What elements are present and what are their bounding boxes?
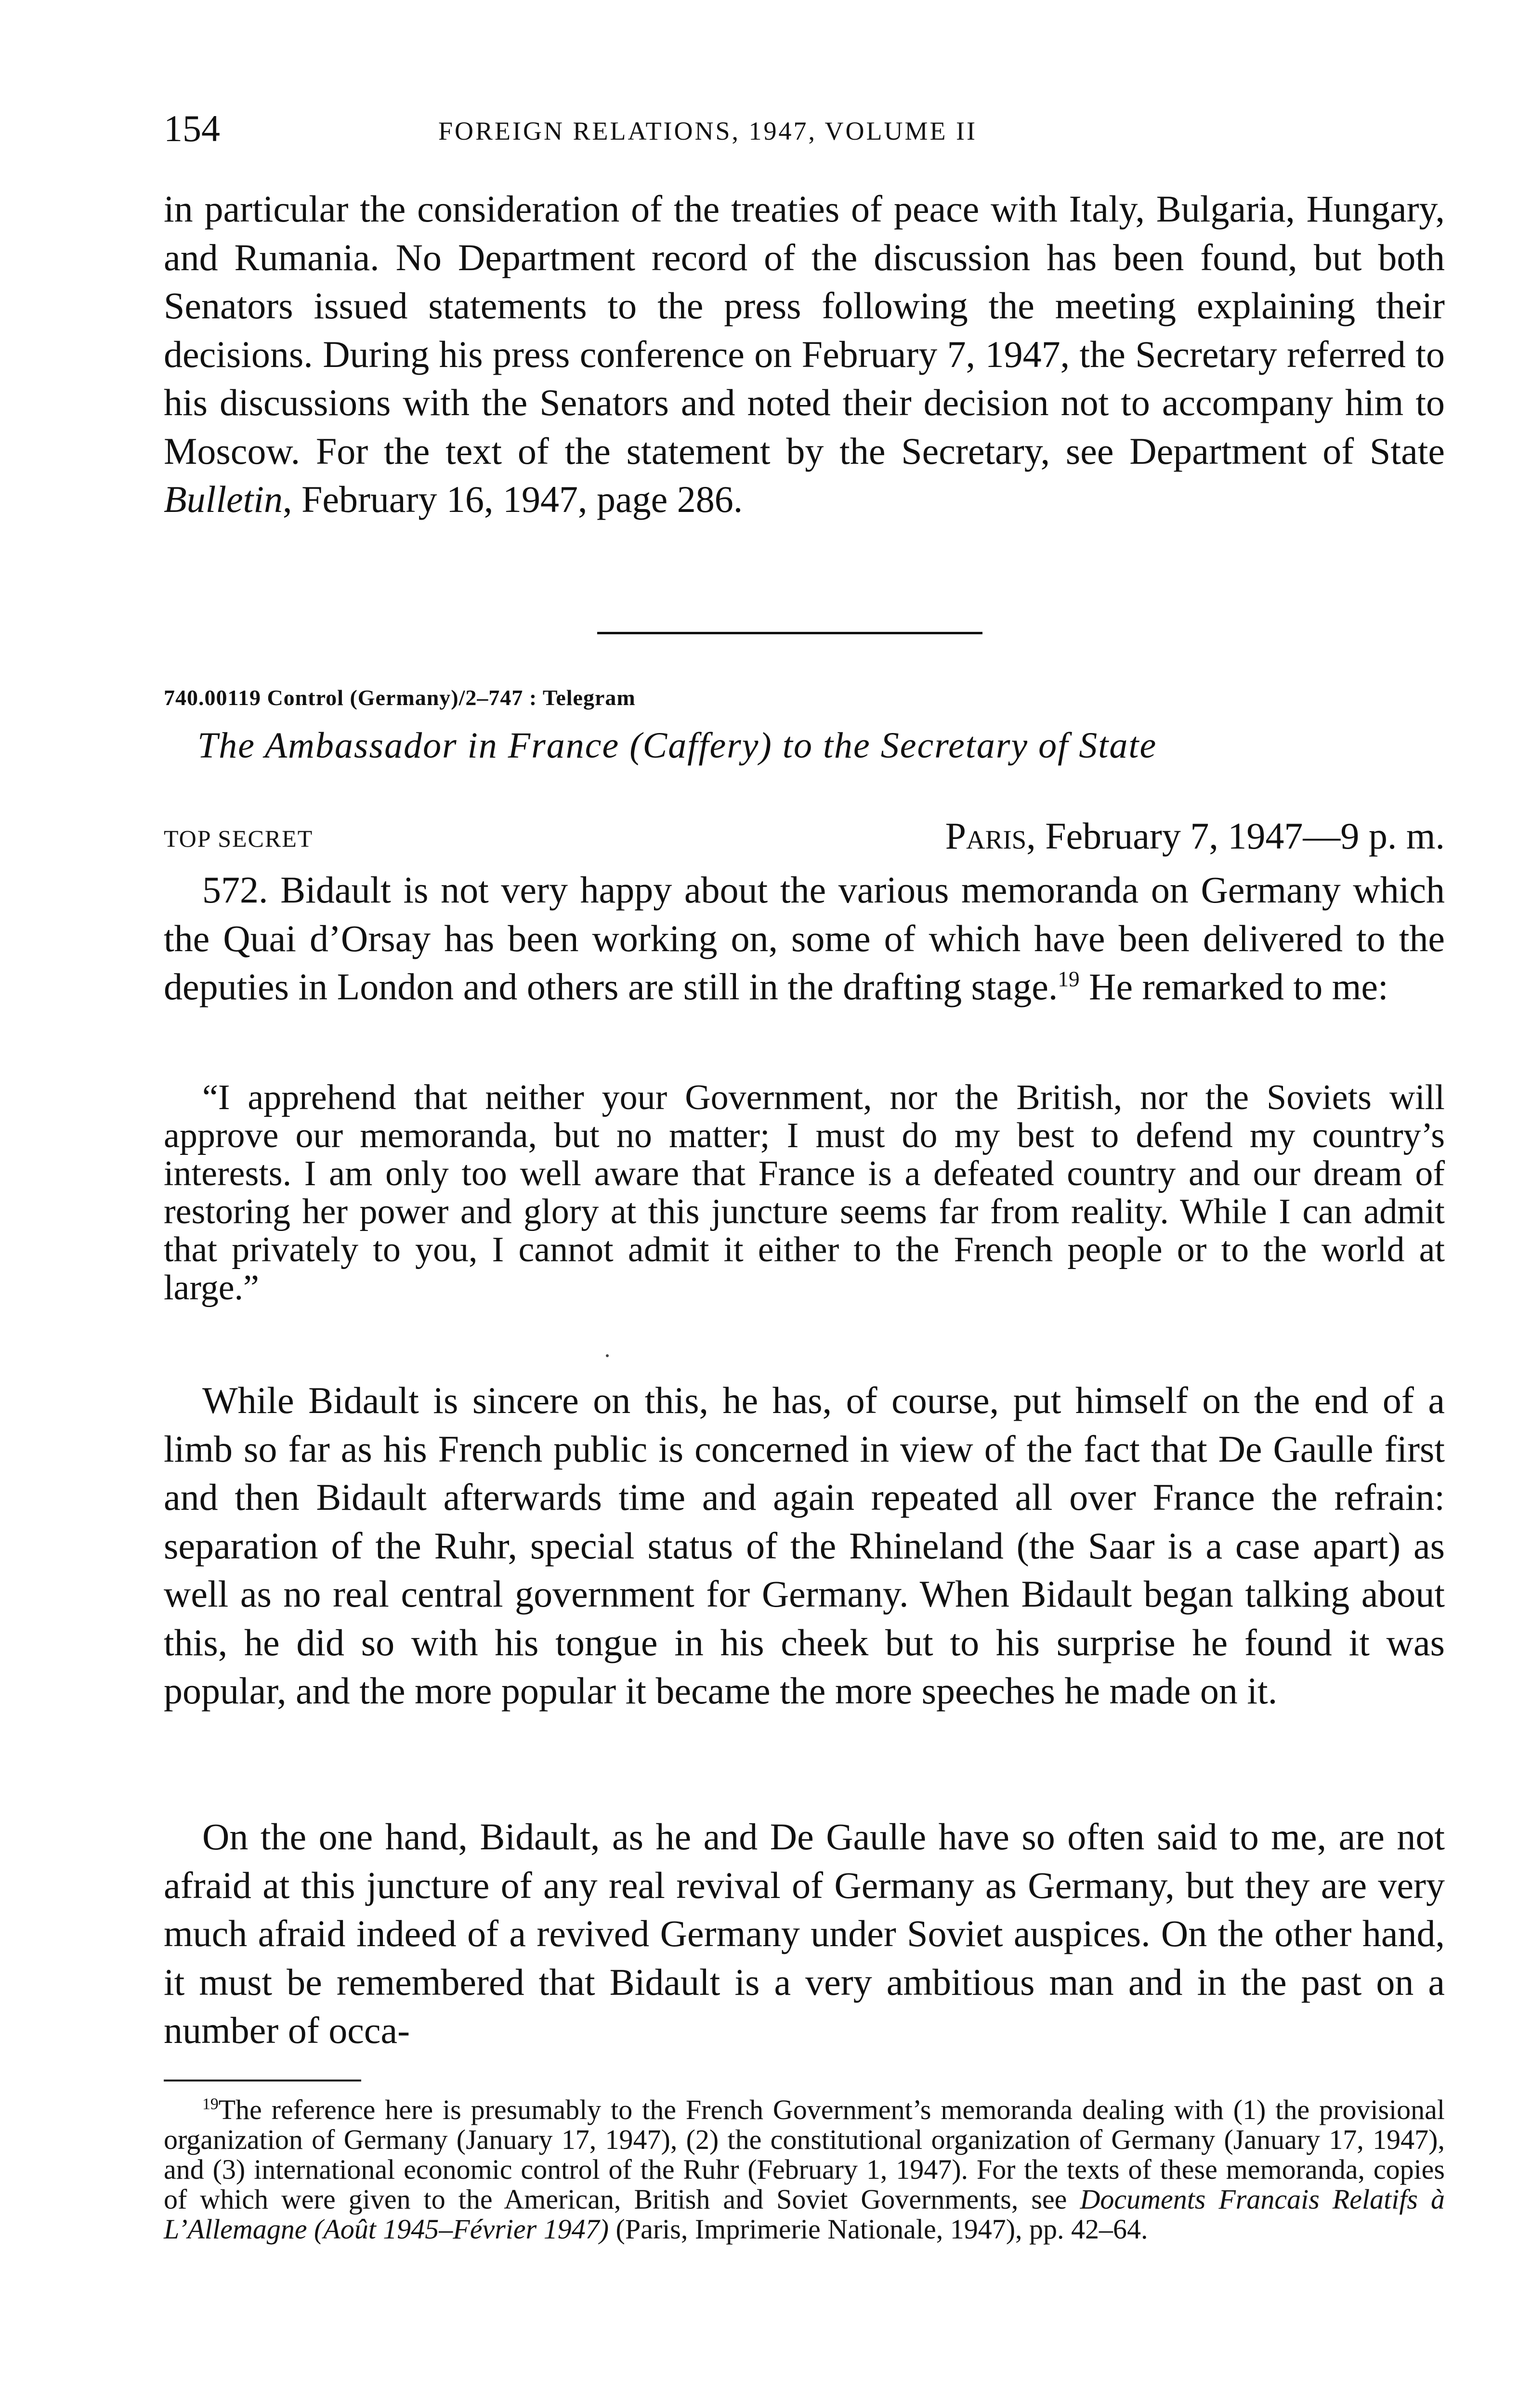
footnote-text: The reference here is presumably to the French Government’s memoranda dealing with (1) the provisional organization of Germany (January 17, 1947), (2) the constitutional organization of Germany (January 17, 1947), and (3) international economic control of the Ruhr (February 1, 1947). For the texts of these memoranda, copies of which were given to the American, British and Soviet Governments, see (164, 2094, 1445, 2215)
paragraph-1-text: 572. Bidault is not very happy about the various memoranda on Germany which the Quai d’Orsay has been working on, some of which have been delivered to the deputies in London and others are still in the drafting stage. (164, 869, 1445, 1008)
intro-paragraph-block (164, 185, 1445, 524)
telegram-paragraph-3: On the one hand, Bidault, as he and De Gaulle have so often said to me, are not afraid at this juncture of any real revival of Germany as Germany, but they are very much afraid indeed of a revived Germany under Soviet auspices. On the other hand, it must be remembered that Bidault is a very ambitious man and in the past on a number of occa- (164, 1816, 1445, 2051)
dateline-place: Paris (945, 815, 1027, 857)
page-number: 154 (164, 107, 220, 149)
file-reference: 740.00119 Control (Germany)/2–747 : Telegram (164, 685, 636, 710)
bidault-quote: “I apprehend that neither your Government, nor the British, nor the Soviets will approve our memoranda, but no matter; I must do my best to defend my country’s interests. I am only too well aware that France is a defeated country and our dream of restoring her power and glory at this juncture seems far from reality. While I can admit that privately to you, I cannot admit it either to the French people or to the world at large.” (164, 1078, 1445, 1308)
telegram-paragraph-1 (164, 866, 1445, 1011)
footnote-reference: 19 (1058, 967, 1080, 991)
telegram-paragraph-2: While Bidault is sincere on this, he has, of course, put himself on the end of a limb so far as his French public is concerned in view of the fact that De Gaulle first and then Bidault afterwards time and again repeated all over France the refrain: separation of the Ruhr, special status of the Rhineland (the Saar is a case apart) as well as no real central government for Germany. When Bidault began talking about this, he did so with his tongue in his cheek but to his surprise he found it was popular, and the more popular it became the more speeches he made on it. (164, 1379, 1445, 1712)
quote-block (164, 1079, 1445, 1307)
running-header (164, 107, 1445, 150)
footnote-text-end: (Paris, Imprimerie Nationale, 1947), pp. 42–64. (609, 2213, 1148, 2245)
telegram-paragraph-2-block (164, 1376, 1445, 1715)
footnote-divider (164, 2080, 361, 2081)
footnote-cited-title: Documents Francais Relatifs à L’Allemagne (Août 1945–Février 1947) (164, 2184, 1445, 2245)
section-divider (597, 632, 982, 634)
intro-text-end: , February 16, 1947, page 286. (282, 478, 743, 520)
intro-text: in particular the consideration of the treaties of peace with Italy, Bulgaria, Hungary, and Rumania. No Department record of the discussion has been found, but both Senators issued statements to the press following the meeting explaining their decisions. During his press conference on February 7, 1947, the Secretary referred to his discussions with the Senators and noted their decision not to accompany him to Moscow. For the text of the statement by the Secretary, see Department of State (164, 188, 1445, 472)
bulletin-title: Bulletin (164, 478, 283, 520)
document-title: The Ambassador in France (Caffery) to the Secretary of State (197, 725, 1157, 766)
footnote-number: 19 (202, 2095, 219, 2113)
dateline-date: , February 7, 1947—9 p. m. (1026, 815, 1445, 857)
dateline (945, 812, 1445, 860)
telegram-paragraph-1-block (164, 866, 1445, 1011)
print-speck (606, 1354, 609, 1357)
classification-label: TOP SECRET (164, 825, 314, 852)
telegram-paragraph-3-block (164, 1813, 1445, 2055)
footnote-19 (164, 2095, 1445, 2244)
intro-paragraph (164, 185, 1445, 524)
paragraph-1-text-end: He remarked to me: (1079, 966, 1388, 1008)
running-title: FOREIGN RELATIONS, 1947, VOLUME II (438, 117, 977, 145)
